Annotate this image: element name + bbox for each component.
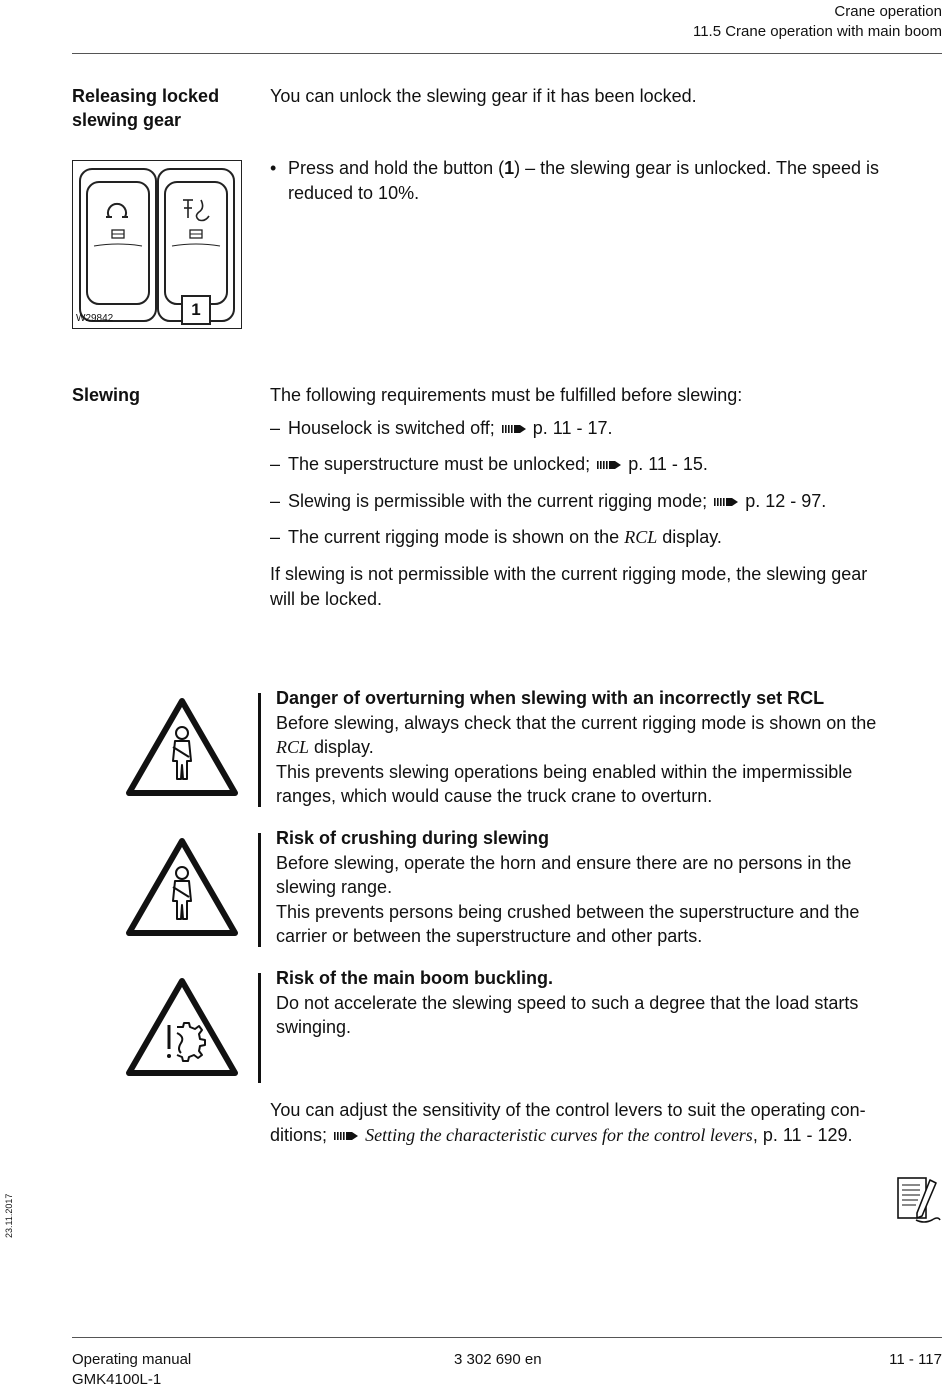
cross-reference-arrow-icon (595, 458, 623, 472)
footer-doc-number: 3 302 690 en (454, 1351, 542, 1368)
cross-reference-arrow-icon (500, 422, 528, 436)
heading-releasing: Releasing locked slewing gear (72, 86, 220, 130)
release-bullet: Press and hold the button (1) – the slewing gear is unlocked. The speed is reduced to 10%. (288, 158, 880, 203)
warning-title: Risk of the main boom buckling. (276, 968, 554, 988)
release-bullet-mark: • (270, 158, 277, 178)
machine-damage-icon (125, 977, 239, 1077)
person-warning-icon (125, 837, 239, 937)
person-warning-icon (125, 697, 239, 797)
cross-reference-arrow-icon (332, 1129, 360, 1143)
slewing-intro: The following requirements must be fulfilled before slewing: (270, 385, 743, 405)
warning-bar (258, 693, 261, 807)
warning-title: Danger of overturning when slewing with an incorrectly set RCL (276, 688, 825, 708)
heading-slewing: Slewing (72, 385, 141, 405)
warning-crushing: Risk of crushing during slewing Before slewing, operate the horn and ensure there are no persons in the slewing range. This prevents persons being crushed between the superstructure and the carrier or between the superstructure and other parts. (276, 826, 944, 949)
header-chapter: Crane operation (834, 3, 942, 20)
running-header (693, 2, 942, 42)
cross-reference-link[interactable]: Setting the characteristic curves for the control levers (365, 1125, 753, 1145)
warning-overturning: Danger of overturning when slewing with an incorrectly set RCL Before slewing, always check that the current rigging mode is shown on the RCL display. This prevents slewing operations being enabled within the impermissible ranges, which would cause the truck crane to overturn. (276, 686, 944, 809)
release-intro: You can unlock the slewing gear if it has been locked. (270, 86, 697, 106)
figure-id: W29842 (76, 313, 114, 324)
warning-buckling: Risk of the main boom buckling. Do not accelerate the slewing speed to such a degree that the load starts swinging. (276, 966, 944, 1040)
footer-rule (72, 1337, 942, 1338)
warning-bar (258, 833, 261, 947)
header-section: 11.5 Crane operation with main boom (692, 23, 942, 40)
warning-bar (258, 973, 261, 1083)
notes-icon (896, 1176, 942, 1226)
cross-reference-arrow-icon (712, 495, 740, 509)
button-panel-figure (72, 160, 242, 329)
slewing-note: If slewing is not permissible with the current rigging mode, the slewing gear will be locked. (270, 564, 868, 609)
side-date: 23.11.2017 (4, 1193, 14, 1238)
sensitivity-note: You can adjust the sensitivity of the control levers to suit the operating con- ditions; Setting the characteristic curves for the control levers, p. 11 - 129. (270, 1100, 866, 1145)
page-number: 11 - 117 (889, 1351, 942, 1368)
figure-callout-1: 1 (191, 300, 201, 319)
footer-left: Operating manual GMK4100L-1 (72, 1351, 192, 1384)
header-rule (72, 53, 942, 54)
warning-title: Risk of crushing during slewing (276, 828, 550, 848)
